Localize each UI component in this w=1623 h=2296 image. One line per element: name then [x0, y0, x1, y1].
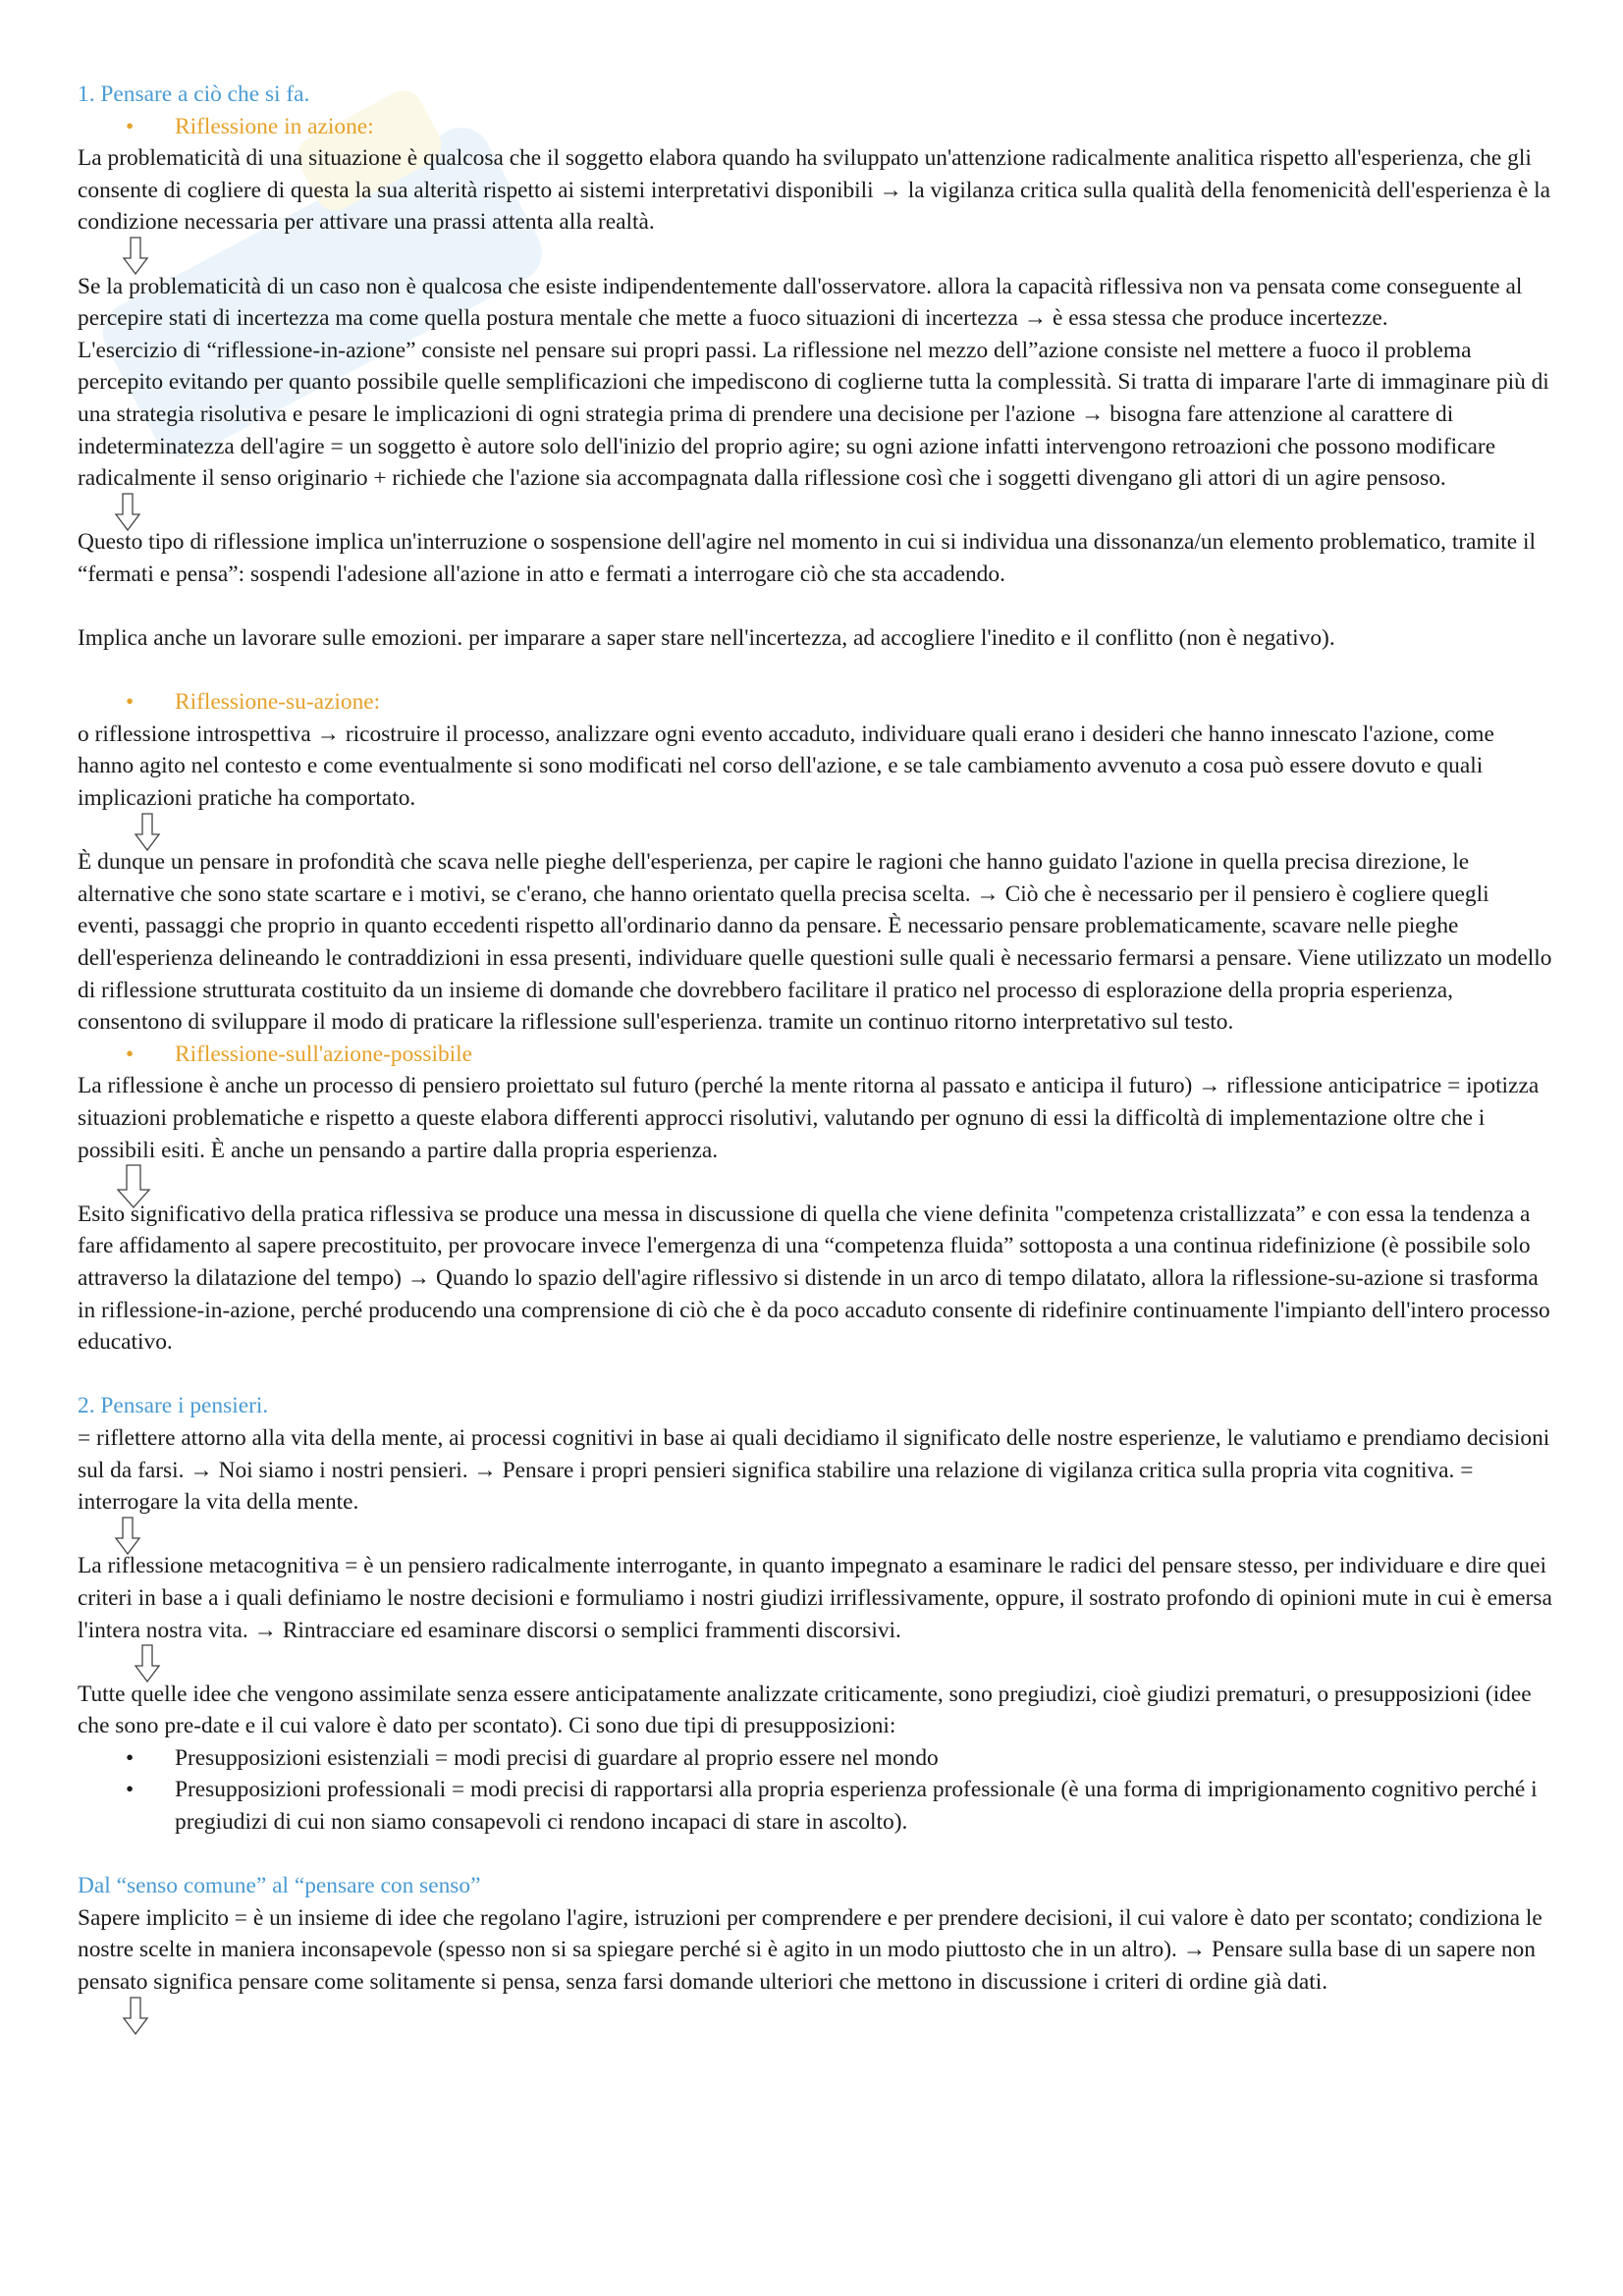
- list-item: • Presupposizioni professionali = modi precisi di rapportarsi alla propria esperienza professionale (è una forma di imprigionamento cognitivo perché i pregiudizi di cui non siamo consapevoli ci rendono incapaci di stare in ascolto).: [78, 1774, 1555, 1838]
- bullet-riflessione-in-azione: • Riflessione in azione:: [78, 111, 1555, 143]
- spacer: [78, 655, 1555, 687]
- spacer: [78, 1359, 1555, 1391]
- list-item: • Presupposizioni esistenziali = modi precisi di guardare al proprio essere nel mondo: [78, 1742, 1555, 1775]
- down-arrow-icon: [78, 1519, 1555, 1551]
- paragraph: o riflessione introspettiva → ricostruire il processo, analizzare ogni evento accaduto, individuare quali erano i desideri che hanno innescato l'azione, come hanno agito nel contesto e come eventualmente si sono modificati nel corso dell'azione, e se tale cambiamento avvenuto a cosa può essere dovuto e quali implicazioni pratiche ha comportato.: [78, 721, 1494, 812]
- section3-title: Dal “senso comune” al “pensare con senso”: [78, 1873, 481, 1899]
- paragraph: L'esercizio di “riflessione-in-azione” consiste nel pensare sui propri passi. La riflessione nel mezzo dell”azione consiste nel mettere a fuoco il problema percepito evitando per quanto possibile quelle semplificazioni che impediscono di coglierne tutta la complessità. Si tratta di imparare l'arte di immaginare più di una strategia risolutiva e pesare le implicazioni di ogni strategia prima di prendere una decisione per l'azione → bisogna fare attenzione al carattere di indeterminatezza dell'agire = un soggetto è autore solo dell'inizio del proprio agire; su ogni azione infatti intervengono retroazioni che possono modificare radicalmente il senso originario + richiede che l'azione sia accompagnata dalla riflessione così che i soggetti divengano gli attori di un agire pensoso.: [78, 337, 1549, 492]
- section1-title: 1. Pensare a ciò che si fa.: [78, 81, 310, 107]
- document-page: [78, 79, 1555, 2030]
- paragraph: Sapere implicito = è un insieme di idee che regolano l'agire, istruzioni per comprendere e per prendere decisioni, il cui valore è dato per scontato; condiziona le nostre scelte in maniera inconsapevole (spesso non si sa spiegare perché si è agito in un modo piuttosto che in un altro). → Pensare sulla base di un sapere non pensato significa pensare come solitamente si pensa, senza farsi domande ulteriori che mettono in discussione i criteri di ordine già dati.: [78, 1904, 1542, 1996]
- paragraph: La riflessione è anche un processo di pensiero proiettato sul futuro (perché la mente ritorna al passato e anticipa il futuro) → riflessione anticipatrice = ipotizza situazioni problematiche e rispetto a queste elabora differenti approcci risolutivi, valutando per ognuno di essi la difficoltà di implementazione oltre che i possibili esiti. È anche un pensando a partire dalla propria esperienza.: [78, 1073, 1540, 1163]
- presupposition-list: [78, 1742, 1555, 1839]
- down-arrow-icon: [78, 1166, 1555, 1199]
- down-arrow-icon: [78, 1999, 1555, 2031]
- paragraph: Implica anche un lavorare sulle emozioni. per imparare a saper stare nell'incertezza, ad accogliere l'inedito e il conflitto (non è negativo).: [78, 625, 1335, 652]
- paragraph: Esito significativo della pratica riflessiva se produce una messa in discussione di quella che viene definita "competenza cristallizzata” e con essa la tendenza a fare affidamento al sapere precostituito, per provocare invece l'emergenza di una “competenza fluida” sottoposta a una continua ridefinizione (è possibile solo attraverso la dilatazione del tempo) → Quando lo spazio dell'agire riflessivo si distende in un arco di tempo dilatato, allora la riflessione-su-azione si trasforma in riflessione-in-azione, perché producendo una comprensione di ciò che è da poco accaduto consente di ridefinire continuamente l'impianto dell'intero processo educativo.: [78, 1201, 1550, 1356]
- section2-title: 2. Pensare i pensieri.: [78, 1393, 269, 1419]
- bullet-riflessione-su-azione: • Riflessione-su-azione:: [78, 686, 1555, 719]
- spacer: [78, 591, 1555, 623]
- paragraph: È dunque un pensare in profondità che scava nelle pieghe dell'esperienza, per capire le ragioni che hanno guidato l'azione in quella precisa direzione, le alternative che sono state scartare e i motivi, se c'erano, che hanno orientato quella precisa scelta. → Ciò che è necessario per il pensiero è cogliere quegli eventi, passaggi che proprio in quanto eccedenti rispetto all'ordinario danno da pensare. È necessario pensare problematicamente, scavare nelle pieghe dell'esperienza delineando le contraddizioni in essa presenti, individuare quelle questioni sulle quali è necessario fermarsi a pensare. Viene utilizzato un modello di riflessione strutturata costituito da un insieme di domande che dovrebbero facilitare il pratico nel processo di esplorazione della propria esperienza, consentono di sviluppare il modo di praticare la riflessione sull'esperienza. tramite un continuo ritorno interpretativo sul testo.: [78, 849, 1552, 1036]
- down-arrow-icon: [78, 495, 1555, 527]
- paragraph: Questo tipo di riflessione implica un'interruzione o sospensione dell'agire nel momento in cui si individua una dissonanza/un elemento problematico, tramite il “fermati e pensa”: sospendi l'adesione all'azione in atto e fermati a interrogare ciò che sta accadendo.: [78, 529, 1536, 587]
- paragraph: = riflettere attorno alla vita della mente, ai processi cognitivi in base ai quali decidiamo il significato delle nostre esperienze, le valutiamo e prendiamo decisioni sul da farsi. → Noi siamo i nostri pensieri. → Pensare i propri pensieri significa stabilire una relazione di vigilanza critica sulla propria vita cognitiva. = interrogare la vita della mente.: [78, 1424, 1550, 1516]
- spacer: [78, 1839, 1555, 1871]
- paragraph: La riflessione metacognitiva = è un pensiero radicalmente interrogante, in quanto impegnato a esaminare le radici del pensare stesso, per individuare e dire quei criteri in base a i quali definiamo le nostre decisioni e formuliamo i nostri giudizi irriflessivamente, oppure, il sostrato profondo di opinioni mute in cui è emersa l'intera nostra vita. → Rintracciare ed esaminare discorsi o semplici frammenti discorsivi.: [78, 1553, 1552, 1643]
- paragraph: La problematicità di una situazione è qualcosa che il soggetto elabora quando ha sviluppato un'attenzione radicalmente analitica rispetto all'esperienza, che gli consente di cogliere di questa la sua alterità rispetto ai sistemi interpretativi disponibili → la vigilanza critica sulla qualità della fenomenicità dell'esperienza è la condizione necessaria per attivare una prassi attenta alla realtà.: [78, 145, 1551, 236]
- down-arrow-icon: [78, 815, 1555, 847]
- paragraph: Se la problematicità di un caso non è qualcosa che esiste indipendentemente dall'osservatore. allora la capacità riflessiva non va pensata come conseguente al percepire stati di incertezza ma come quella postura mentale che mette a fuoco situazioni di incertezza → è essa stessa che produce incertezze.: [78, 273, 1523, 332]
- bullet-riflessione-azione-possibile: • Riflessione-sull'azione-possibile: [78, 1039, 1555, 1071]
- down-arrow-icon: [78, 1646, 1555, 1679]
- down-arrow-icon: [78, 239, 1555, 271]
- paragraph: Tutte quelle idee che vengono assimilate senza essere anticipatamente analizzate criticamente, sono pregiudizi, cioè giudizi prematuri, o presupposizioni (idee che sono pre-date e il cui valore è dato per scontato). Ci sono due tipi di presupposizioni:: [78, 1681, 1532, 1739]
